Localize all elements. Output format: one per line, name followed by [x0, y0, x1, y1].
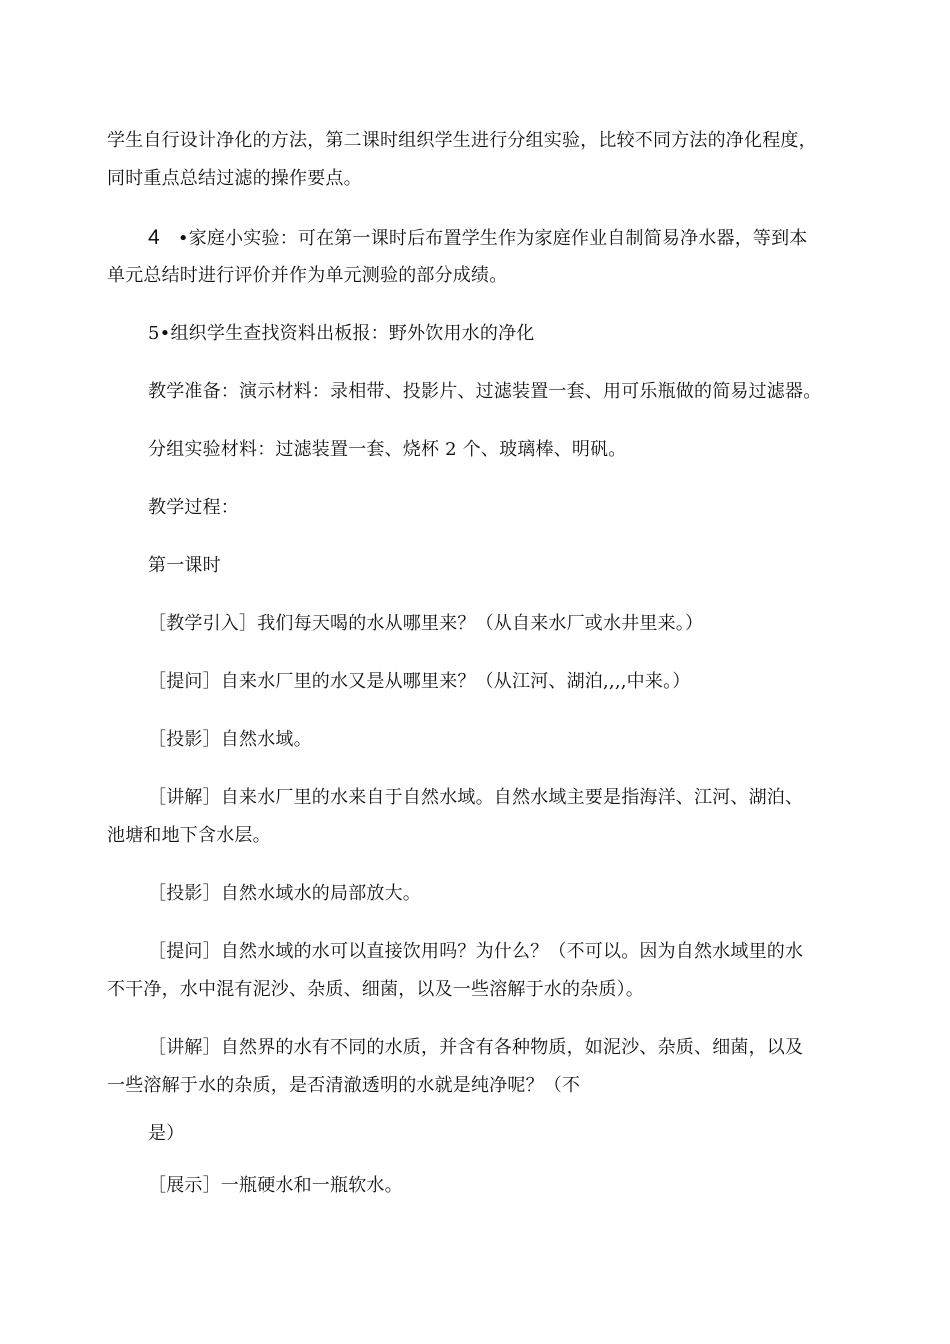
paragraph-line: ［投影］自然水域水的局部放大。: [148, 883, 421, 904]
paragraph-line: ［提问］自来水厂里的水又是从哪里来？（从江河、湖泊,,,,中来。）: [148, 671, 691, 692]
list-number: 4: [148, 226, 160, 249]
paragraph-line: ［展示］一瓶硬水和一瓶软水。: [148, 1175, 403, 1196]
paragraph-line: 教学准备：演示材料：录相带、投影片、过滤装置一套、用可乐瓶做的简易过滤器。: [148, 381, 822, 402]
paragraph-line: ［投影］自然水域。: [148, 729, 312, 750]
paragraph-line: ［讲解］自来水厂里的水来自于自然水域。自然水域主要是指海洋、江河、湖泊、: [148, 787, 804, 808]
paragraph-line: 第一课时: [148, 555, 221, 576]
paragraph-line: 5•组织学生查找资料出板报：野外饮用水的净化: [148, 323, 535, 344]
paragraph-line: ［教学引入］我们每天喝的水从哪里来？（从自来水厂或水井里来。）: [148, 613, 704, 634]
paragraph-line: 一些溶解于水的杂质，是否清澈透明的水就是纯净呢？（不: [107, 1075, 581, 1096]
paragraph-line: 是）: [148, 1123, 185, 1144]
paragraph-line: [148, 226, 808, 251]
paragraph-line: 不干净，水中混有泥沙、杂质、细菌，以及一些溶解于水的杂质）。: [107, 979, 644, 1000]
paragraph-line: ［提问］自然水域的水可以直接饮用吗？为什么？（不可以。因为自然水域里的水: [148, 941, 804, 962]
paragraph-line: 教学过程：: [148, 497, 239, 518]
paragraph-line: 池塘和地下含水层。: [107, 825, 271, 846]
paragraph-line: 单元总结时进行评价并作为单元测验的部分成绩。: [107, 265, 508, 286]
paragraph-line: 学生自行设计净化的方法，第二课时组织学生进行分组实验，比较不同方法的净化程度，: [107, 130, 817, 151]
paragraph-line: ［讲解］自然界的水有不同的水质，并含有各种物质，如泥沙、杂质、细菌，以及: [148, 1037, 804, 1058]
paragraph-line: 分组实验材料：过滤装置一套、烧杯 2 个、玻璃棒、明矾。: [148, 439, 627, 460]
paragraph-line: 同时重点总结过滤的操作要点。: [107, 168, 362, 189]
paragraph-text: •家庭小实验：可在第一课时后布置学生作为家庭作业自制简易净水器，等到本: [177, 228, 808, 249]
